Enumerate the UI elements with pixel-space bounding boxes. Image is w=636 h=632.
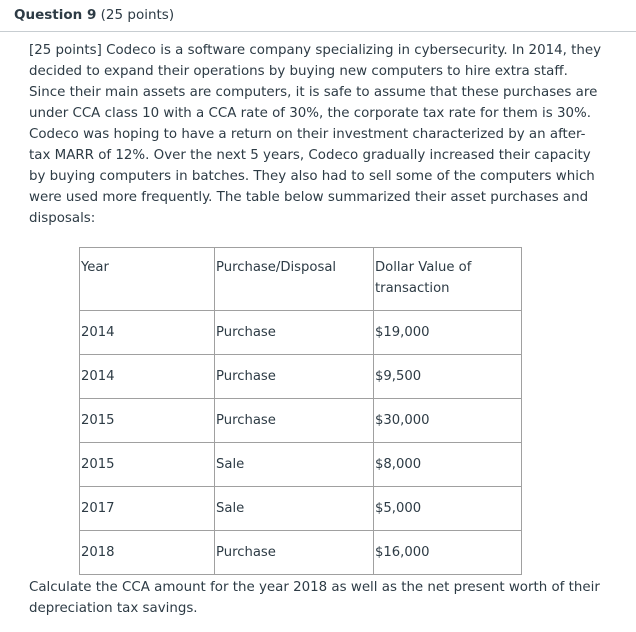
cell-type — [215, 531, 374, 575]
header-label — [374, 248, 521, 299]
cell-type — [215, 355, 374, 399]
prompt-line: decided to expand their operations by buying new computers to hire extra staff. — [29, 64, 568, 79]
cell-type — [215, 311, 374, 355]
instruction-line: Calculate the CCA amount for the year 2018 as well as the net present worth of their — [29, 580, 600, 595]
cell-text: Sale — [216, 501, 245, 516]
cell-year — [80, 355, 215, 399]
prompt-line: tax MARR of 12%. Over the next 5 years, Codeco gradually increased their capacity — [29, 148, 591, 163]
cell-type — [215, 399, 374, 443]
cell-value — [374, 443, 522, 487]
prompt-line: under CCA class 10 with a CCA rate of 30%, the corporate tax rate for them is 30%. — [29, 106, 591, 121]
cell-value — [374, 311, 522, 355]
prompt-line: disposals: — [29, 211, 96, 226]
question-points: (25 points) — [100, 7, 175, 23]
header-label-line: Dollar Value of — [375, 260, 472, 275]
table-header-row — [80, 248, 522, 311]
question-instruction — [29, 577, 619, 619]
cell-text: $30,000 — [375, 413, 430, 428]
instruction-line: depreciation tax savings. — [29, 601, 198, 616]
header-label: Purchase/Disposal — [216, 260, 337, 275]
cell-text: $19,000 — [375, 325, 430, 340]
cell-year — [80, 443, 215, 487]
cell-type — [215, 443, 374, 487]
header-purchase-disposal — [215, 248, 374, 311]
cell-year — [80, 531, 215, 575]
cell-value — [374, 531, 522, 575]
table-row — [80, 311, 522, 355]
cell-text: 2014 — [81, 325, 115, 340]
header-label-line: transaction — [375, 281, 450, 296]
table-row — [80, 443, 522, 487]
prompt-line: [25 points] Codeco is a software company specializing in cybersecurity. In 2014, they — [29, 43, 602, 58]
header-dollar-value — [374, 248, 522, 311]
cell-text: Purchase — [216, 413, 276, 428]
cell-text: 2015 — [81, 457, 115, 472]
question-name: Question 9 — [14, 7, 97, 23]
cell-text: $8,000 — [375, 457, 422, 472]
cell-year — [80, 399, 215, 443]
question-title — [14, 7, 174, 23]
cell-year — [80, 311, 215, 355]
cell-type — [215, 487, 374, 531]
table-row — [80, 355, 522, 399]
cell-text: $9,500 — [375, 369, 422, 384]
cell-text: Purchase — [216, 325, 276, 340]
header-label: Year — [81, 260, 109, 275]
cell-text: 2014 — [81, 369, 115, 384]
cell-year — [80, 487, 215, 531]
prompt-line: Since their main assets are computers, it is safe to assume that these purchases are — [29, 85, 598, 100]
cell-text: Purchase — [216, 545, 276, 560]
cell-value — [374, 487, 522, 531]
cell-text: $16,000 — [375, 545, 430, 560]
cell-text: 2015 — [81, 413, 115, 428]
asset-transactions-table — [79, 247, 522, 575]
prompt-line: by buying computers in batches. They also had to sell some of the computers which — [29, 169, 595, 184]
prompt-line: were used more frequently. The table below summarized their asset purchases and — [29, 190, 589, 205]
cell-text: Sale — [216, 457, 245, 472]
cell-text: Purchase — [216, 369, 276, 384]
cell-value — [374, 355, 522, 399]
cell-text: $5,000 — [375, 501, 422, 516]
table-row — [80, 531, 522, 575]
question-prompt — [29, 40, 609, 229]
cell-text: 2018 — [81, 545, 115, 560]
cell-text: 2017 — [81, 501, 115, 516]
question-header — [0, 0, 636, 32]
cell-value — [374, 399, 522, 443]
table-row — [80, 487, 522, 531]
table-row — [80, 399, 522, 443]
header-year — [80, 248, 215, 311]
prompt-line: Codeco was hoping to have a return on their investment characterized by an after- — [29, 127, 586, 142]
